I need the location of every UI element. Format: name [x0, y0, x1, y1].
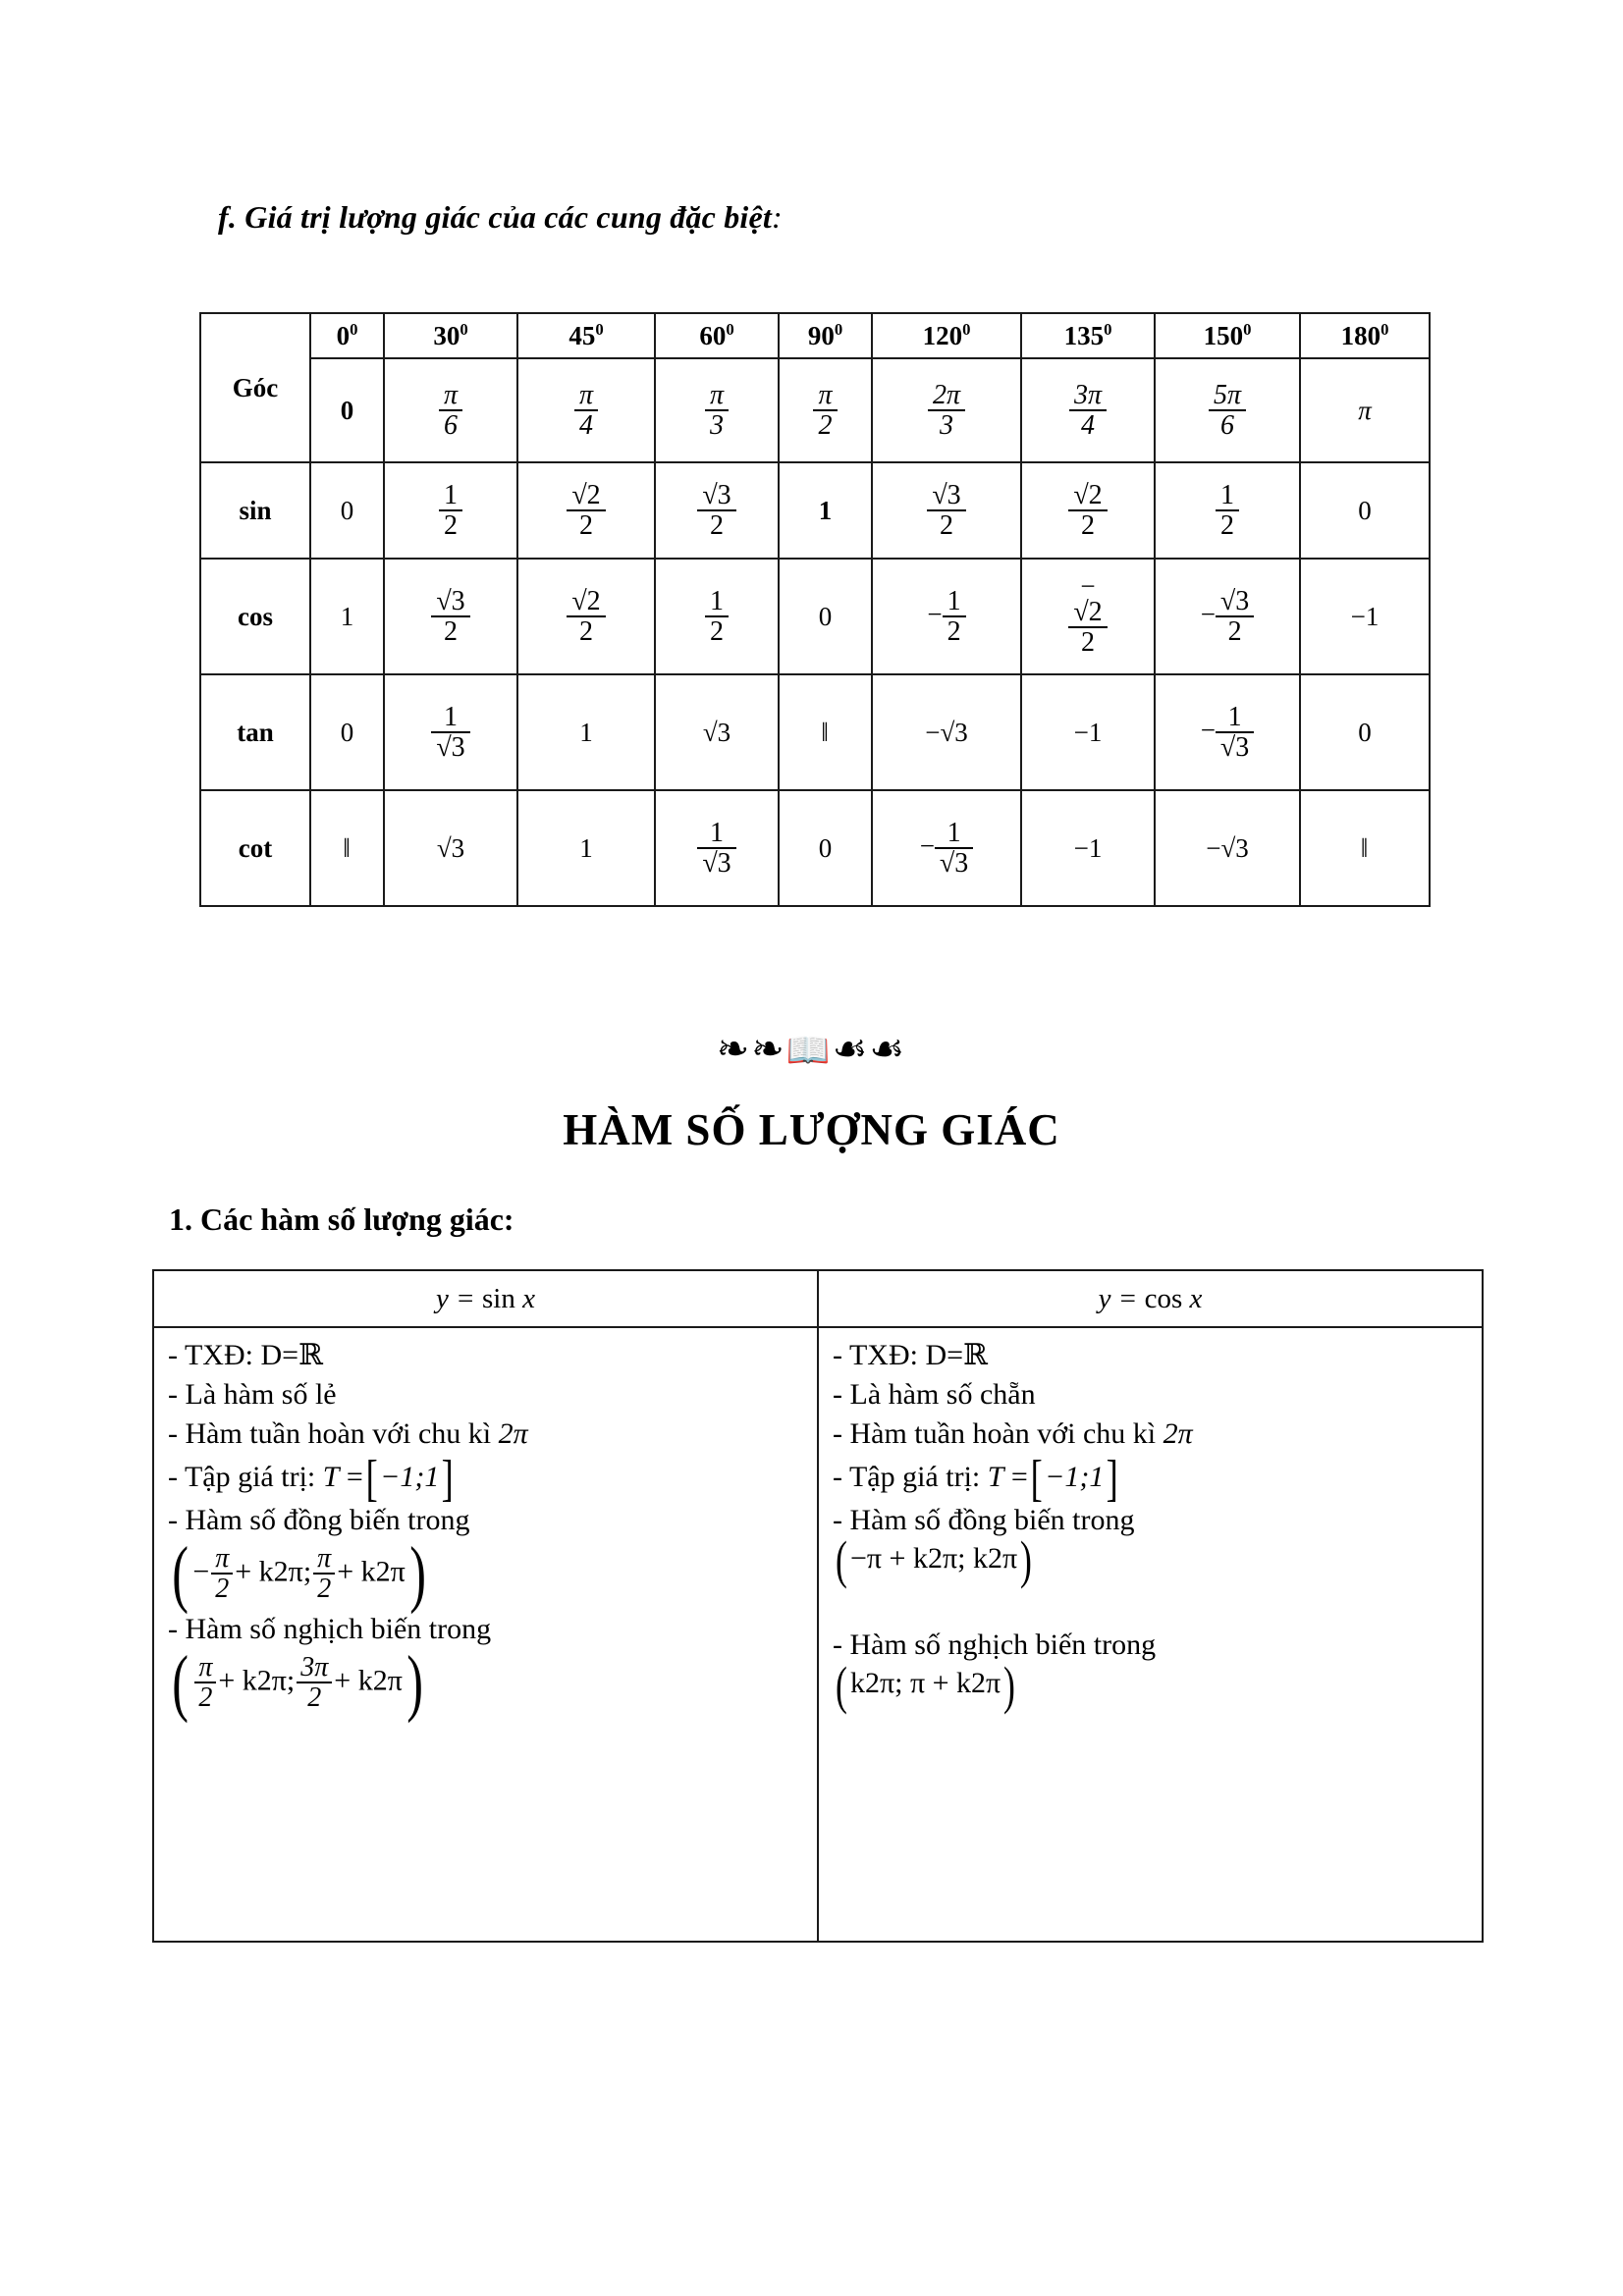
functions-table-container [152, 1269, 1484, 1943]
sin-parity-line: - Là hàm số lẻ [168, 1377, 337, 1411]
radian-cell-60 [655, 358, 779, 462]
frac-numerator: 1 [1227, 701, 1242, 732]
bracket-close-icon: ] [1107, 1451, 1119, 1508]
row-label-tan: tan [200, 674, 310, 790]
sin-decreasing-label: - Hàm số nghịch biến trong [168, 1612, 492, 1645]
frac-numerator: 2π [932, 379, 961, 410]
cos-cell-45 [517, 559, 655, 674]
tan-cell-0: 0 [310, 674, 384, 790]
header-var-y: y [1098, 1282, 1111, 1314]
deg-sup: 0 [1104, 320, 1112, 339]
deg-value: 90 [807, 321, 835, 350]
frac-numerator: 1 [710, 585, 724, 616]
frac-numerator: π [317, 1542, 332, 1574]
range-value: −1;1 [380, 1460, 440, 1493]
range-label: - Tập giá trị: [833, 1460, 981, 1493]
fleuron-right-icon: ☙☙ [832, 1027, 907, 1071]
range-equals: = [1010, 1460, 1028, 1493]
range-equals: = [346, 1460, 363, 1493]
range-var: T [322, 1460, 340, 1493]
frac-numerator: 3π [300, 1651, 329, 1682]
real-set-symbol: ℝ [298, 1339, 323, 1371]
cos-period-line [833, 1415, 1468, 1454]
tan-cell-135: −1 [1021, 674, 1155, 790]
paren-open-icon: ( [172, 1640, 189, 1724]
deg-sup: 0 [350, 320, 358, 339]
frac-denominator: 2 [927, 509, 965, 540]
row-label-cot: cot [200, 790, 310, 906]
functions-table-body-row [153, 1327, 1483, 1942]
fleuron-left-icon: ❧❧ [716, 1027, 786, 1071]
cot-cell-150: −√3 [1155, 790, 1300, 906]
cos-cell-60 [655, 559, 779, 674]
frac-numerator: √2 [571, 585, 601, 616]
radian-cell-0: 0 [310, 358, 384, 462]
deg-value: 60 [699, 321, 727, 350]
tan-cell-45: 1 [517, 674, 655, 790]
header-cell-150deg [1155, 313, 1300, 358]
interval-term-b: + k2π [337, 1555, 406, 1588]
interval-term-b: + k2π [334, 1664, 403, 1697]
sin-properties-cell [153, 1327, 818, 1942]
tan-cell-120: −√3 [872, 674, 1021, 790]
frac-denominator: 2 [705, 615, 729, 646]
interval-term-a: + k2π; [218, 1664, 296, 1697]
radian-cell-135 [1021, 358, 1155, 462]
cot-cell-0: ‖ [310, 790, 384, 906]
frac-denominator: 2 [297, 1682, 332, 1713]
period-value: 2π [498, 1416, 528, 1450]
cot-cell-180: ‖ [1300, 790, 1430, 906]
frac-denominator: 6 [1209, 409, 1246, 440]
sin-cell-0: 0 [310, 462, 384, 559]
cot-cell-45: 1 [517, 790, 655, 906]
minus-sign: − [927, 599, 943, 629]
frac-numerator: √3 [932, 479, 961, 510]
header-equals: = [456, 1282, 475, 1314]
period-label: - Hàm tuần hoàn với chu kì [168, 1416, 492, 1450]
frac-denominator: √3 [935, 847, 973, 878]
frac-numerator: π [578, 379, 594, 410]
radian-cell-120 [872, 358, 1021, 462]
tan-cell-30 [384, 674, 517, 790]
period-label: - Hàm tuần hoàn với chu kì [833, 1416, 1157, 1450]
radian-cell-90 [779, 358, 872, 462]
cos-cell-135 [1021, 559, 1155, 674]
cos-cell-150 [1155, 559, 1300, 674]
frac-denominator: 2 [431, 615, 469, 646]
paren-close-icon: ) [409, 1531, 426, 1615]
header-cell-90deg [779, 313, 872, 358]
header-var-y: y [436, 1282, 449, 1314]
header-var-x: x [522, 1282, 535, 1314]
cos-range-line [833, 1451, 1468, 1508]
sin-increasing-interval [168, 1531, 803, 1615]
header-cell-135deg [1021, 313, 1155, 358]
interval-term-a: + k2π; [235, 1555, 312, 1588]
minus-sign: − [1200, 715, 1216, 745]
cos-parity-line: - Là hàm số chẵn [833, 1377, 1036, 1411]
open-book-icon: 📖 [785, 1031, 833, 1070]
minus-sign: − [1080, 571, 1096, 602]
bracket-open-icon: [ [1030, 1451, 1043, 1508]
sin-cell-30 [384, 462, 517, 559]
sin-cell-60 [655, 462, 779, 559]
radian-cell-30 [384, 358, 517, 462]
cos-decreasing-interval [833, 1655, 1468, 1715]
frac-denominator: 4 [1069, 409, 1107, 440]
frac-numerator: 5π [1213, 379, 1242, 410]
header-cell-120deg [872, 313, 1021, 358]
frac-denominator: 2 [1068, 626, 1107, 657]
sin-increasing-label: - Hàm số đồng biến trong [168, 1503, 470, 1536]
paren-close-icon: ) [1020, 1529, 1033, 1589]
special-values-table-container [199, 312, 1431, 907]
table-row-tan [200, 674, 1430, 790]
deg-sup: 0 [1243, 320, 1252, 339]
header-var-x: x [1189, 1282, 1203, 1314]
header-equals: = [1117, 1282, 1138, 1314]
header-func-name: cos [1144, 1282, 1183, 1314]
sin-cell-45 [517, 462, 655, 559]
frac-numerator: 1 [444, 479, 458, 510]
spacer [833, 1582, 1468, 1596]
cos-cell-90: 0 [779, 559, 872, 674]
column-header-sin [153, 1270, 818, 1327]
header-cell-60deg [655, 313, 779, 358]
special-values-table [199, 312, 1431, 907]
functions-table-header-row [153, 1270, 1483, 1327]
frac-denominator: 2 [567, 615, 605, 646]
deg-sup: 0 [726, 320, 734, 339]
interval-minus: − [192, 1555, 210, 1588]
frac-numerator: π [709, 379, 725, 410]
frac-denominator: 2 [1216, 509, 1239, 540]
frac-numerator: 1 [444, 701, 458, 732]
cos-cell-30 [384, 559, 517, 674]
deg-value: 120 [922, 321, 963, 350]
cos-increasing-interval [833, 1529, 1468, 1589]
tan-cell-60: √3 [655, 674, 779, 790]
range-label: - Tập giá trị: [168, 1460, 316, 1493]
paren-open-icon: ( [836, 1655, 847, 1715]
row-label-sin: sin [200, 462, 310, 559]
section-heading-text: f. Giá trị lượng giác của các cung đặc biệt [218, 199, 773, 235]
frac-numerator: √3 [1219, 585, 1250, 616]
frac-numerator: π [198, 1651, 213, 1682]
frac-numerator: √2 [1073, 479, 1103, 510]
frac-numerator: 3π [1073, 379, 1103, 410]
paren-open-icon: ( [836, 1529, 847, 1589]
table-row-radians [200, 358, 1430, 462]
cos-cell-120 [872, 559, 1021, 674]
frac-denominator: √3 [431, 731, 469, 762]
deg-value: 180 [1340, 321, 1381, 350]
bracket-close-icon: ] [442, 1451, 455, 1508]
deg-value: 45 [568, 321, 596, 350]
table-row-cos [200, 559, 1430, 674]
paren-close-icon: ) [406, 1640, 423, 1724]
radian-cell-150 [1155, 358, 1300, 462]
frac-denominator: 4 [574, 409, 598, 440]
cot-cell-120 [872, 790, 1021, 906]
header-cell-0deg [310, 313, 384, 358]
page-title: HÀM SỐ LƯỢNG GIÁC [563, 1105, 1060, 1154]
frac-denominator: 3 [705, 409, 729, 440]
frac-denominator: 2 [567, 509, 605, 540]
frac-denominator: 2 [1216, 615, 1254, 646]
cos-domain-line [833, 1336, 1468, 1375]
sin-cell-150 [1155, 462, 1300, 559]
real-set-symbol: ℝ [963, 1339, 988, 1371]
paren-open-icon: ( [172, 1531, 189, 1615]
header-cell-180deg [1300, 313, 1430, 358]
frac-denominator: 2 [439, 509, 462, 540]
frac-numerator: 1 [1220, 479, 1234, 510]
domain-label: - TXĐ: D= [833, 1339, 964, 1371]
frac-numerator: 1 [710, 817, 724, 848]
frac-numerator: 1 [947, 585, 961, 616]
sin-cell-90: 1 [779, 462, 872, 559]
column-header-cos [818, 1270, 1483, 1327]
subsection-heading: 1. Các hàm số lượng giác: [169, 1201, 514, 1237]
frac-numerator: 1 [947, 817, 961, 848]
frac-numerator: π [443, 379, 459, 410]
header-cell-30deg [384, 313, 517, 358]
tan-cell-150 [1155, 674, 1300, 790]
range-value: −1;1 [1045, 1460, 1105, 1493]
period-value: 2π [1163, 1416, 1193, 1450]
table-row-cot [200, 790, 1430, 906]
row-label-cos: cos [200, 559, 310, 674]
frac-numerator: √2 [571, 479, 601, 510]
frac-denominator: √3 [697, 847, 735, 878]
frac-denominator: 2 [1068, 509, 1107, 540]
sin-range-line [168, 1451, 803, 1508]
sin-domain-line [168, 1336, 803, 1375]
frac-denominator: 2 [194, 1682, 216, 1713]
section-heading [218, 199, 783, 236]
cos-cell-180: −1 [1300, 559, 1430, 674]
radian-cell-180: π [1300, 358, 1430, 462]
functions-table [152, 1269, 1484, 1943]
table-row-degrees [200, 313, 1430, 358]
header-func-name: sin [481, 1282, 515, 1314]
deg-sup: 0 [460, 320, 468, 339]
sin-period-line [168, 1415, 803, 1454]
sin-cell-180: 0 [1300, 462, 1430, 559]
cot-cell-90: 0 [779, 790, 872, 906]
frac-numerator: √3 [436, 585, 465, 616]
minus-sign: − [919, 830, 935, 861]
frac-numerator: π [818, 379, 833, 410]
frac-denominator: 6 [439, 409, 462, 440]
frac-numerator: π [215, 1542, 230, 1574]
frac-denominator: 2 [813, 409, 837, 440]
cos-increasing-label: - Hàm số đồng biến trong [833, 1503, 1135, 1536]
minus-sign: − [1200, 599, 1216, 629]
sin-cell-120 [872, 462, 1021, 559]
frac-denominator: 2 [211, 1573, 233, 1604]
deg-value: 30 [433, 321, 460, 350]
sin-decreasing-interval [168, 1640, 803, 1724]
cos-decreasing-label: - Hàm số nghịch biến trong [833, 1629, 1157, 1662]
bracket-open-icon: [ [365, 1451, 378, 1508]
frac-denominator: √3 [1216, 731, 1254, 762]
deg-value: 0 [336, 321, 351, 350]
deg-value: 135 [1063, 321, 1105, 350]
cos-cell-0: 1 [310, 559, 384, 674]
deg-value: 150 [1203, 321, 1244, 350]
section-heading-colon: : [772, 199, 783, 235]
interval-expression: k2π; π + k2π [849, 1667, 1001, 1700]
header-cell-45deg [517, 313, 655, 358]
frac-denominator: 3 [928, 409, 965, 440]
tan-cell-180: 0 [1300, 674, 1430, 790]
deg-sup: 0 [962, 320, 971, 339]
frac-denominator: 2 [313, 1573, 335, 1604]
frac-numerator: √2 [1073, 597, 1103, 628]
deg-sup: 0 [595, 320, 604, 339]
frac-numerator: √3 [702, 479, 731, 510]
cot-cell-30: √3 [384, 790, 517, 906]
range-var: T [987, 1460, 1004, 1493]
deg-sup: 0 [1380, 320, 1389, 339]
interval-expression: −π + k2π; k2π [849, 1541, 1018, 1575]
cos-properties-cell [818, 1327, 1483, 1942]
paren-close-icon: ) [1003, 1655, 1016, 1715]
deg-sup: 0 [834, 320, 843, 339]
sin-cell-135 [1021, 462, 1155, 559]
tan-cell-90: ‖ [779, 674, 872, 790]
row-label-goc: Góc [200, 313, 310, 462]
cot-cell-135: −1 [1021, 790, 1155, 906]
table-row-sin [200, 462, 1430, 559]
radian-cell-45 [517, 358, 655, 462]
frac-denominator: 2 [943, 615, 966, 646]
domain-label: - TXĐ: D= [168, 1339, 299, 1371]
cot-cell-60 [655, 790, 779, 906]
ornament-divider [0, 1027, 1623, 1071]
frac-denominator: 2 [697, 509, 735, 540]
